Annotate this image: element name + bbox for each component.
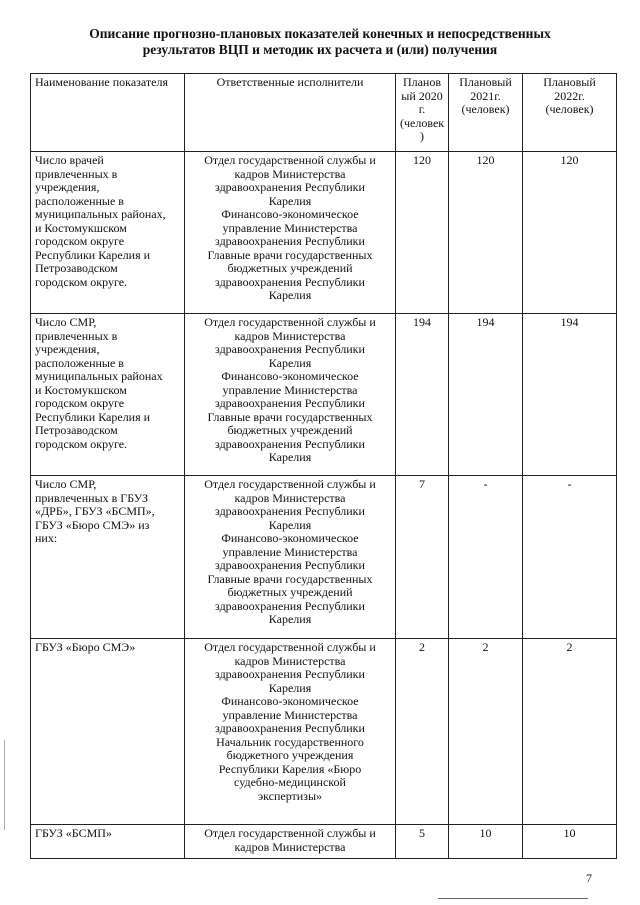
text-line: здравоохранения Республики [215, 274, 365, 289]
text-line: бюджетных учреждений [227, 423, 353, 437]
text-line: Финансово-экономическое [221, 531, 359, 545]
text-line: Карелия [268, 193, 312, 208]
responsible-executors [185, 639, 396, 825]
text-line: здравоохранения Республики [215, 396, 365, 410]
text-line: расположенные в [35, 355, 124, 370]
text-line: Отдел государственной службы и [204, 640, 376, 654]
footer-rule [438, 898, 588, 899]
text-line: судебно-медицинской [234, 775, 346, 789]
text-line: здравоохранения Республики [215, 667, 365, 681]
text-line: здравоохранения Республики [215, 558, 365, 572]
text-line: муниципальных районах [35, 369, 163, 383]
text-line: Начальник государственного [216, 734, 364, 749]
text-line: здравоохранения Республики [215, 180, 365, 194]
value-2020: 194 [396, 314, 449, 476]
text-line: Петрозаводском [35, 423, 118, 437]
text-line: экспертизы» [257, 788, 323, 803]
indicator-name [31, 639, 185, 825]
text-line: расположенные в [35, 193, 124, 208]
text-line: здравоохранения Республики [215, 504, 365, 518]
responsible-executors [185, 152, 396, 314]
table-row [31, 152, 617, 314]
text-line: городском округе [35, 396, 125, 410]
text-line: 2021г. [470, 88, 501, 103]
responsible-executors [185, 825, 396, 859]
header-plan-2022 [523, 74, 617, 152]
text-line: Отдел государственной службы и [204, 826, 376, 840]
text-line: (человек [400, 115, 445, 130]
value-2020: 7 [396, 476, 449, 639]
text-line: Планов [402, 75, 442, 89]
document-title [0, 26, 640, 58]
header-plan-2021 [449, 74, 523, 152]
text-line: управление Министерства [222, 707, 358, 722]
text-line: городском округе. [35, 274, 128, 289]
indicator-name [31, 825, 185, 859]
table-row [31, 314, 617, 476]
text-line: Главные врачи государственных [207, 409, 373, 424]
text-line: управление Министерства [222, 382, 358, 397]
text-line: них: [35, 531, 58, 545]
scan-margin-mark [4, 740, 5, 830]
text-line: Республики Карелия и [35, 409, 151, 424]
text-line: ГБУЗ «БСМП» [35, 826, 112, 840]
value-2022: 194 [523, 314, 617, 476]
indicator-name [31, 152, 185, 314]
value-2020: 120 [396, 152, 449, 314]
text-line: (человек) [461, 102, 510, 116]
responsible-executors [185, 476, 396, 639]
table-row [31, 639, 617, 825]
text-line: Республики Карелия «Бюро [218, 761, 362, 776]
text-line: ый 2020 [401, 88, 443, 103]
text-line: Карелия [268, 450, 312, 464]
text-line: Число врачей [35, 153, 104, 167]
text-line: учреждения, [35, 180, 100, 194]
text-line: ГБУЗ «Бюро СМЭ» из [35, 517, 150, 532]
text-line: Карелия [268, 517, 312, 532]
text-line: кадров Министерства [234, 166, 346, 181]
value-2021: 10 [449, 825, 523, 859]
value-2022: 2 [523, 639, 617, 825]
text-line: Плановый [543, 75, 596, 89]
text-line: (человек) [545, 102, 594, 116]
header-indicator-name: Наименование показателя [31, 74, 185, 152]
value-2022: - [523, 476, 617, 639]
text-line: здравоохранения Республики [215, 436, 365, 451]
value-2021: 120 [449, 152, 523, 314]
table-header-row [31, 74, 617, 152]
text-line: здравоохранения Республики [215, 342, 365, 356]
text-line: Республики Карелия и [35, 247, 151, 262]
text-line: ) [420, 129, 424, 143]
text-line: 2022г. [554, 88, 585, 103]
value-2022: 10 [523, 825, 617, 859]
text-line: управление Министерства [222, 220, 358, 235]
text-line: управление Министерства [222, 544, 358, 559]
text-line: Число СМР, [35, 315, 97, 329]
text-line: Отдел государственной службы и [204, 315, 376, 329]
text-line: муниципальных районах, [35, 207, 166, 221]
header-responsible: Ответственные исполнители [185, 74, 396, 152]
text-line: городском округе [35, 234, 125, 248]
text-line: кадров Министерства [234, 839, 346, 854]
text-line: и Костомукшском [35, 220, 127, 235]
text-line: Карелия [268, 612, 312, 626]
text-line: привлеченных в ГБУЗ [35, 490, 149, 505]
text-line: Главные врачи государственных [207, 247, 373, 262]
value-2022: 120 [523, 152, 617, 314]
text-line: Отдел государственной службы и [204, 477, 376, 491]
title-line-1: Описание прогнозно-плановых показателей конечных и непосредственных [89, 26, 551, 41]
text-line: Карелия [268, 680, 312, 695]
text-line: Главные врачи государственных [207, 571, 373, 586]
text-line: Карелия [268, 355, 312, 370]
indicator-name [31, 476, 185, 639]
text-line: учреждения, [35, 342, 100, 356]
text-line: Петрозаводском [35, 261, 118, 275]
text-line: Плановый [459, 75, 512, 89]
text-line: г. [418, 102, 426, 116]
text-line: бюджетного учреждения [226, 748, 354, 762]
text-line: Финансово-экономическое [221, 207, 359, 221]
value-2021: 194 [449, 314, 523, 476]
text-line: Отдел государственной службы и [204, 153, 376, 167]
text-line: бюджетных учреждений [227, 261, 353, 275]
value-2020: 5 [396, 825, 449, 859]
text-line: привлеченных в [35, 166, 118, 181]
text-line: кадров Министерства [234, 653, 346, 668]
page-number: 7 [586, 871, 592, 885]
text-line: здравоохранения Республики [215, 234, 365, 248]
text-line: и Костомукшском [35, 382, 127, 397]
text-line: бюджетных учреждений [227, 585, 353, 599]
value-2021: 2 [449, 639, 523, 825]
text-line: Карелия [268, 288, 312, 302]
text-line: Число СМР, [35, 477, 97, 491]
table-row [31, 476, 617, 639]
indicators-table [30, 73, 617, 859]
text-line: здравоохранения Республики [215, 598, 365, 613]
value-2020: 2 [396, 639, 449, 825]
title-line-2: результатов ВЦП и методик их расчета и (или) получения [142, 42, 498, 57]
text-line: Финансово-экономическое [221, 369, 359, 383]
value-2021: - [449, 476, 523, 639]
text-line: ГБУЗ «Бюро СМЭ» [35, 640, 136, 654]
text-line: кадров Министерства [234, 328, 346, 343]
responsible-executors [185, 314, 396, 476]
text-line: городском округе. [35, 436, 128, 451]
text-line: привлеченных в [35, 328, 118, 343]
header-plan-2020 [396, 74, 449, 152]
text-line: кадров Министерства [234, 490, 346, 505]
table-row [31, 825, 617, 859]
indicator-name [31, 314, 185, 476]
text-line: здравоохранения Республики [215, 721, 365, 735]
text-line: Финансово-экономическое [221, 694, 359, 708]
text-line: «ДРБ», ГБУЗ «БСМП», [35, 504, 155, 518]
